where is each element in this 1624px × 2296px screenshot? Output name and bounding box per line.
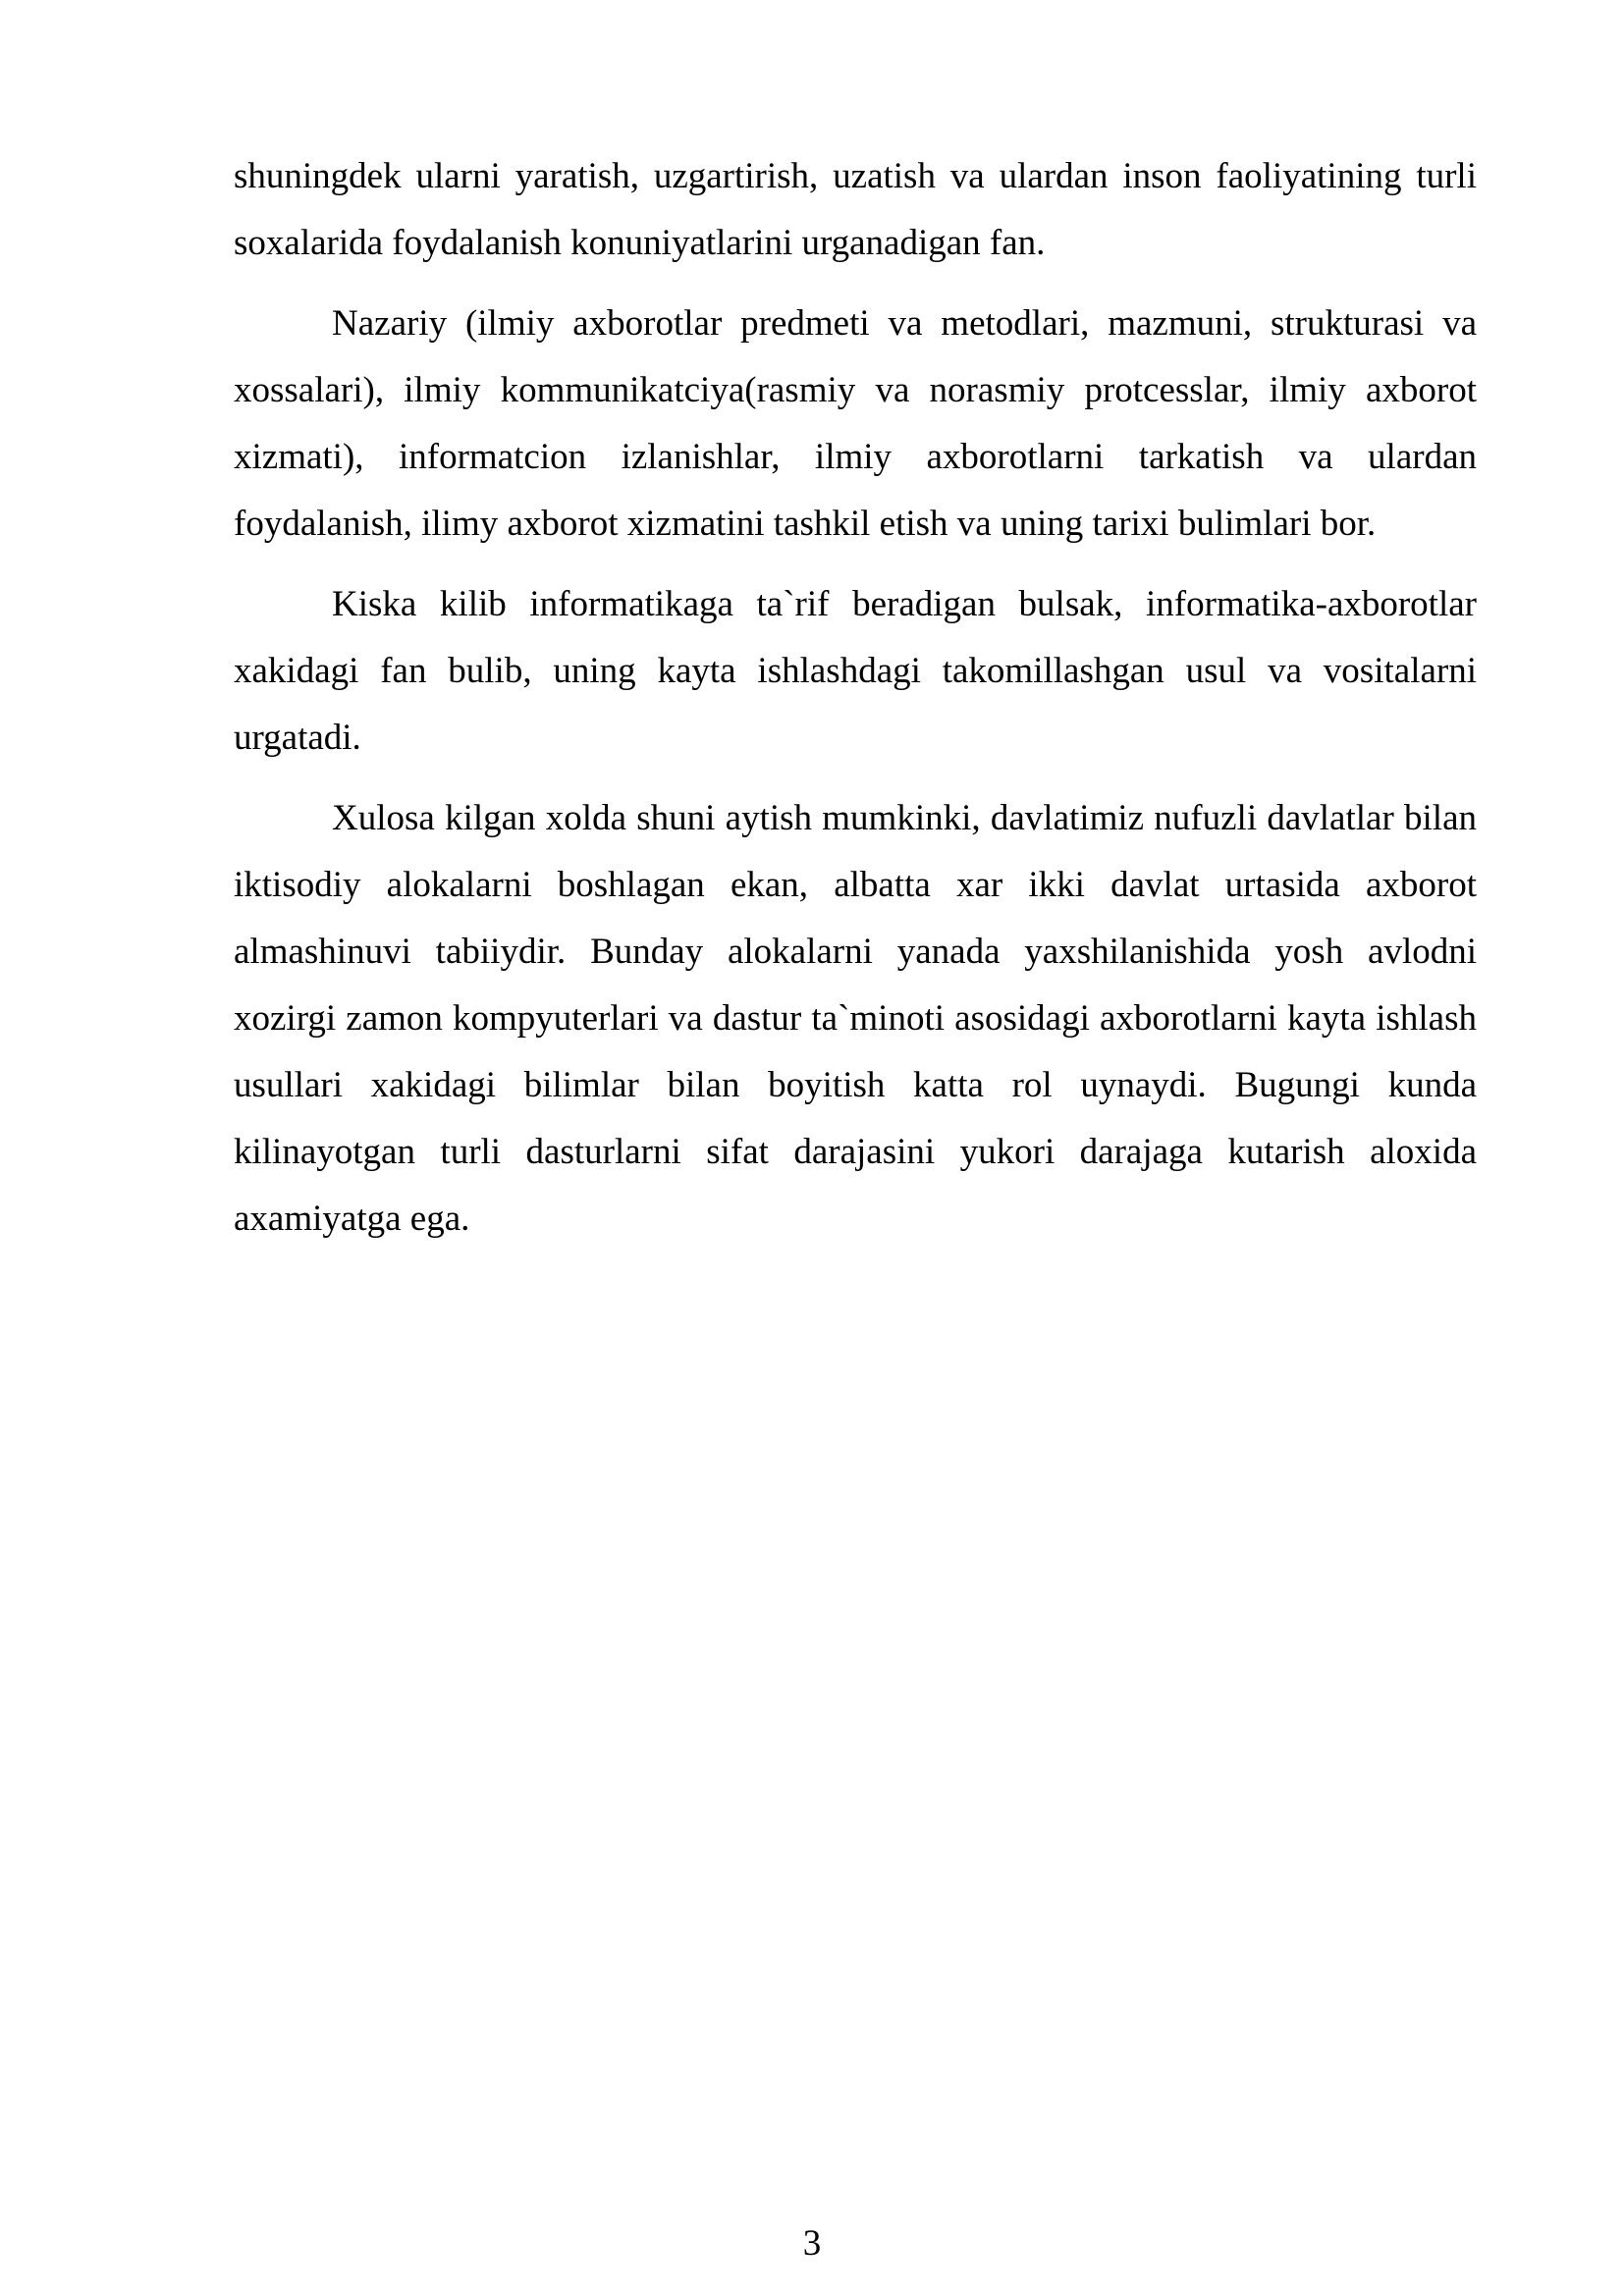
paragraph-xulosa: Xulosa kilgan xolda shuni aytish mumkinki, davlatimiz nufuzli davlatlar bilan iktisodiy alokalarni boshlagan ekan, albatta xar ikki davlat urtasida axborot almashinuvi tabiiydir. Bunday alokalarni yanada yaxshilanishida yosh avlodni xozirgi zamon kompyuterlari va dastur ta`minoti asosidagi axborotlarni kayta ishlash usullari xakidagi bilimlar bilan boyitish katta rol uynaydi. Bugungi kunda kilinayotgan turli dasturlarni sifat darajasini yukori darajaga kutarish aloxida axamiyatga ega.	[234, 798, 1477, 1239]
paragraph-nazariy: Nazariy (ilmiy axborotlar predmeti va metodlari, mazmuni, strukturasi va xossalari), ilmiy kommunikatciya(rasmiy va norasmiy protcesslar, ilmiy axborot xizmati), informatcion izlanishlar, ilmiy axborotlarni tarkatish va ulardan foydalanish, ilimy axborot xizmatini tashkil etish va uning tarixi bulimlari bor.	[234, 303, 1477, 544]
paragraph-continuation: shuningdek ularni yaratish, uzgartirish, uzatish va ulardan inson faoliyatining turli soxalarida foydalanish konuniyatlarini urganadigan fan.	[234, 156, 1477, 263]
document-body	[234, 143, 1477, 1266]
paragraph-kiska: Kiska kilib informatikaga ta`rif beradigan bulsak, informatika-axborotlar xakidagi fan bulib, uning kayta ishlashdagi takomillashgan usul va vositalarni urgatadi.	[234, 584, 1477, 758]
page-number: 3	[802, 2223, 822, 2264]
